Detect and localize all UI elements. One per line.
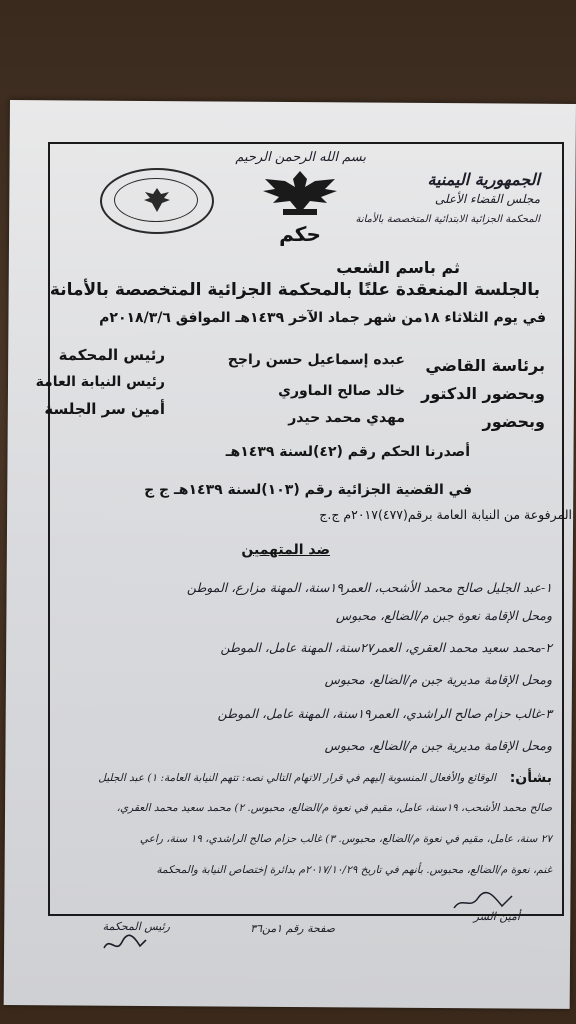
presidency-label: برئاسة القاضي — [425, 356, 545, 375]
opening-line-1: ثم باسم الشعب — [336, 258, 460, 277]
presidency-name: عبده إسماعيل حسن راجح — [227, 352, 405, 368]
attendance-role: أمين سر الجلسة — [44, 400, 165, 418]
judgment-title: حكم — [279, 222, 321, 246]
against-heading: ضد المتهمين — [241, 542, 330, 558]
council-name: مجلس القضاء الأعلى — [434, 192, 540, 206]
judgment-number: أصدرنا الحكم رقم (٤٢)لسنة ١٤٣٩هـ — [225, 444, 470, 460]
secretary-signature-icon — [448, 890, 518, 916]
footer-president-label: رئيس المحكمة — [102, 920, 170, 933]
page-number: صفحة رقم ١من٣٦ — [250, 922, 335, 935]
defendant-line: ٢-محمد سعيد محمد العقري، العمر٢٧سنة، المهنة عامل، الموطن — [220, 640, 552, 655]
president-signature-icon — [100, 932, 150, 956]
footer-secretary-label: أمين السر — [473, 910, 520, 923]
bismillah: بسم الله الرحمن الرحيم — [235, 150, 366, 165]
doctor-role: رئيس النيابة العامة — [35, 374, 165, 390]
doctor-name: خالد صالح الماوري — [278, 383, 405, 399]
facts-line-4: غنم، نعوة م/الضالع، محبوس. بأنهم في تاريخ ٢٠١٧/١٠/٢٩م بدائرة إختصاص النيابة والمحكمة — [156, 864, 552, 876]
opening-line-3: في يوم الثلاثاء ١٨من شهر جماد الآخر ١٤٣٩هـ الموافق ٢٠١٨/٣/٦م — [99, 310, 546, 326]
facts-line-3: ٢٧ سنة، عامل، مقيم في نعوة م/الضالع، محبوس. ٣) غالب حزام صالح الراشدي، ١٩ سنة، راعي — [139, 833, 552, 845]
case-number: في القضية الجزائية رقم (١٠٣)لسنة ١٤٣٩هـ ج ج — [144, 482, 472, 498]
defendant-line: ومحل الإقامة مديرية جبن م/الضالع، محبوس — [324, 672, 552, 687]
defendant-line: ١-عبد الجليل صالح محمد الأشحب، العمر١٩سنة، المهنة مزارع، الموطن — [186, 580, 552, 595]
attendance-name: مهدي محمد حيدر — [288, 410, 405, 426]
seal-emblem-icon — [142, 186, 172, 214]
attendance-label: وبحضور — [482, 412, 545, 431]
facts-line-2: صالح محمد الأشحب، ١٩سنة، عامل، مقيم في نعوة م/الضالع، محبوس. ٢) محمد سعيد محمد العقري، — [116, 802, 552, 814]
court-seal-stamp — [100, 168, 214, 234]
defendant-line: ومحل الإقامة مديرية جبن م/الضالع، محبوس — [324, 738, 552, 753]
presidency-role: رئيس المحكمة — [58, 346, 165, 364]
defendant-line: ٣-غالب حزام صالح الراشدي، العمر١٩سنة، المهنة عامل، الموطن — [217, 706, 552, 721]
doctor-label: وبحضور الدكتور — [421, 384, 545, 403]
opening-line-2: بالجلسة المنعقدة علنًا بالمحكمة الجزائية المتخصصة بالأمانة — [49, 280, 540, 300]
yemen-eagle-emblem-icon — [255, 165, 345, 220]
court-name: المحكمة الجزائية الابتدائية المتخصصة بالأمانة — [355, 214, 540, 225]
defendant-line: ومحل الإقامة نعوة جبن م/الضالع، محبوس — [335, 608, 552, 623]
filed-by: المرفوعة من النيابة العامة برقم(٤٧٧)٢٠١٧م ج.ج — [319, 507, 572, 522]
country-name: الجمهورية اليمنية — [427, 170, 540, 189]
facts-label: بشأن: — [509, 770, 552, 786]
facts-line-1: الوقائع والأفعال المنسوبة إليهم في قرار الاتهام التالي نصه: تتهم النيابة العامة: ١) عبد الجليل — [98, 772, 496, 784]
